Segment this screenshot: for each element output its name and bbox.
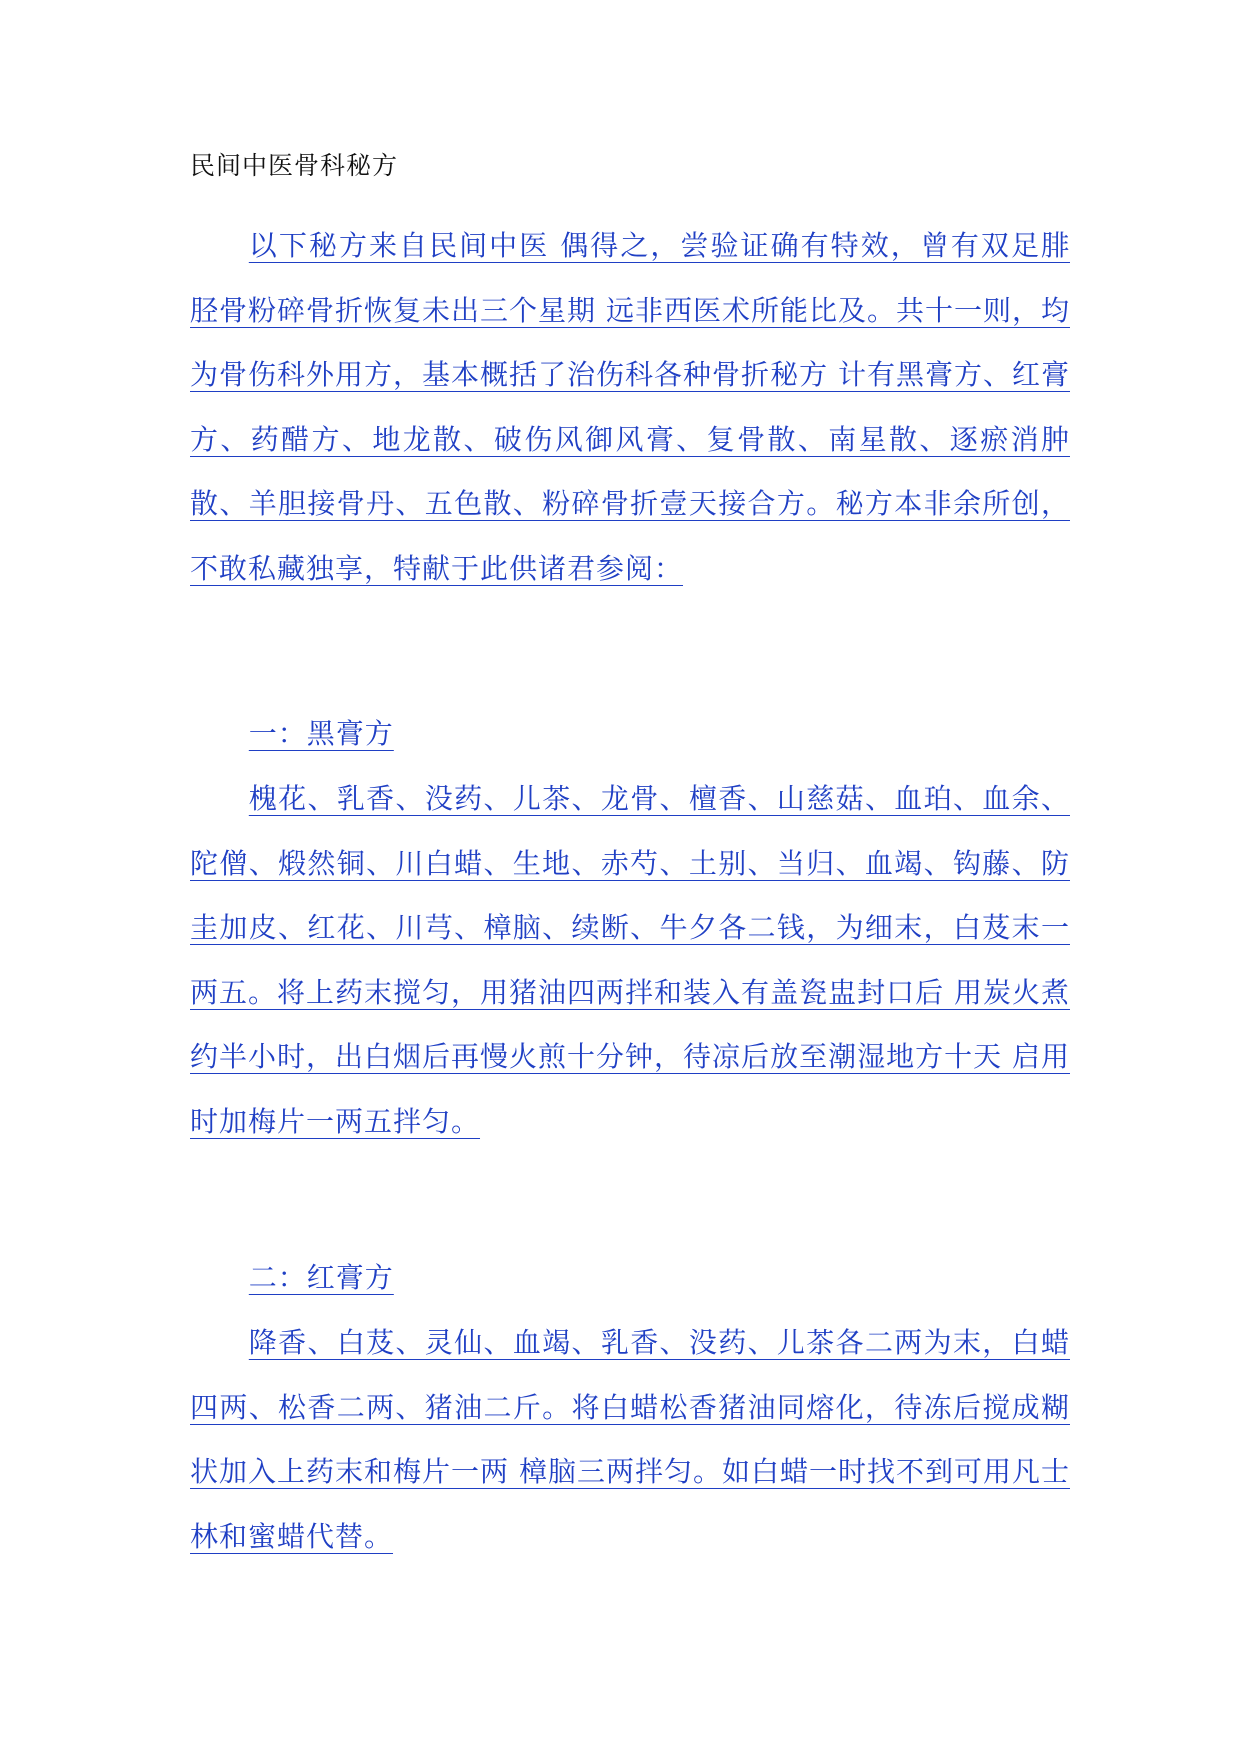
section-heading-1 [190, 702, 1070, 767]
section-body-1-text: 槐花、乳香、没药、儿茶、龙骨、檀香、山慈菇、血珀、血余、陀僧、煅然铜、川白蜡、生地、赤芍、土别、当归、血竭、钩藤、防圭加皮、红花、川芎、樟脑、续断、牛夕各二钱，为细末，白芨末一两五。将上药末搅匀，用猪油四两拌和装入有盖瓷盅封口后 用炭火煮约半小时，出白烟后再慢火煎十分钟，待凉后放至潮湿地方十天 启用时加梅片一两五拌匀。 [190, 782, 1070, 1138]
document-title: 民间中医骨科秘方 [190, 151, 399, 180]
section-heading-2 [190, 1246, 1070, 1311]
intro-text: 以下秘方来自民间中医 偶得之，尝验证确有特效，曾有双足腓胫骨粉碎骨折恢复未出三个星期 远非西医术所能比及。共十一则，均为骨伤科外用方，基本概括了治伤科各种骨折秘方 计有黑膏方、红膏方、药醋方、地龙散、破伤风御风膏、复骨散、南星散、逐瘀消肿散、羊胆接骨丹、五色散、粉碎骨折壹天接合方。秘方本非余所创，不敢私藏独享，特献于此供诸君参阅： [190, 229, 1070, 585]
section-heading-2-text: 二：红膏方 [248, 1261, 394, 1294]
section-body-2 [190, 1311, 1070, 1569]
intro-paragraph [190, 214, 1070, 601]
section-heading-1-text: 一：黑膏方 [248, 717, 394, 750]
section-body-2-text: 降香、白芨、灵仙、血竭、乳香、没药、儿茶各二两为末，白蜡四两、松香二两、猪油二斤。将白蜡松香猪油同熔化，待冻后搅成糊状加入上药末和梅片一两 樟脑三两拌匀。如白蜡一时找不到可用凡士林和蜜蜡代替。 [190, 1326, 1070, 1553]
section-body-1 [190, 767, 1070, 1154]
